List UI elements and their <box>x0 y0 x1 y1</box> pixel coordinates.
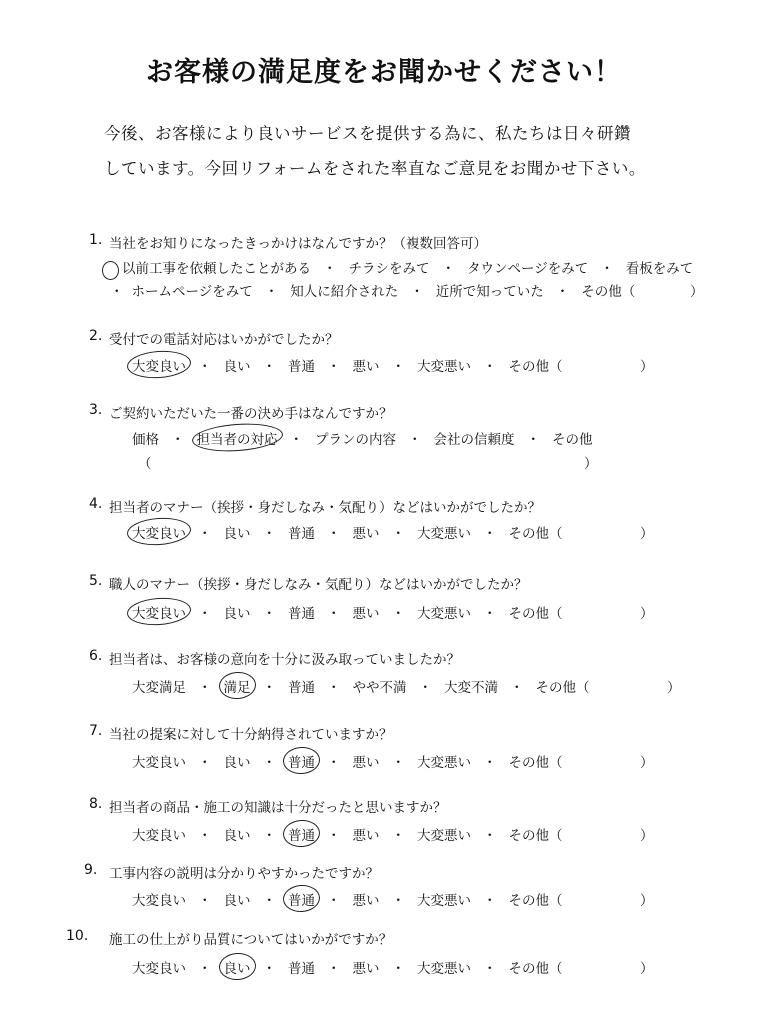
option-item[interactable]: その他（ <box>535 680 590 696</box>
option-item[interactable]: 大変満足 <box>132 680 186 696</box>
question-number: 10. <box>66 928 89 944</box>
question-text: 当社をお知りになったきっかけはなんですか？（複数回答可） <box>109 236 487 252</box>
answer-options: 大変良い ・ 良い ・ 普通 ・ 悪い ・ 大変悪い ・ その他（ <box>132 751 563 771</box>
option-item[interactable]: 大変良い <box>132 755 186 771</box>
options-line-2: ・ ホームページをみて ・ 知人に紹介された ・ 近所で知っていた ・ その他（ <box>110 280 635 300</box>
option-item[interactable] <box>104 261 122 277</box>
answer-options: 大変良い ・ 良い ・ 普通 ・ 悪い ・ 大変悪い ・ その他（ <box>132 824 563 844</box>
option-item[interactable]: その他（ <box>508 359 563 375</box>
option-item[interactable]: 会社の信頼度 <box>433 432 515 448</box>
close-paren: ） <box>640 606 654 622</box>
answer-options: 価格 ・ 担当者の対応 ・ プランの内容 ・ 会社の信頼度 ・ その他 <box>132 428 593 448</box>
option-item[interactable]: 良い <box>223 755 251 771</box>
option-item[interactable]: 担当者の対応 <box>197 428 278 448</box>
page-title: お客様の満足度をお聞かせください！ <box>146 57 622 88</box>
option-item[interactable]: 大変良い <box>132 893 186 909</box>
option-item[interactable]: 大変悪い <box>417 526 471 542</box>
selected-circle-mark <box>191 421 284 454</box>
option-item[interactable]: 普通 <box>288 606 315 622</box>
question-number: 4. <box>89 496 103 512</box>
intro-line: 今後、お客様により良いサービスを提供する為に、私たちは日々研鑽 <box>104 124 631 143</box>
question-number: 5. <box>89 573 103 589</box>
question-number: 6. <box>89 648 103 664</box>
option-item[interactable]: 普通 <box>288 751 315 771</box>
question-text: 職人のマナー（挨拶・身だしなみ・気配り）などはいかがでしたか？ <box>109 577 528 593</box>
close-paren: ） <box>640 828 654 844</box>
option-item[interactable]: 悪い <box>352 606 380 622</box>
answer-options: 大変良い ・ 良い ・ 普通 ・ 悪い ・ 大変悪い ・ その他（ <box>132 602 563 622</box>
selected-circle-mark <box>218 671 257 701</box>
open-paren: （ <box>138 456 152 472</box>
options-line-1: 以前工事を依頼したことがある ・ チラシをみて ・ タウンページをみて ・ 看板をみて <box>104 257 693 277</box>
close-paren: ） <box>640 893 654 909</box>
option-item[interactable]: 普通 <box>288 889 315 909</box>
option-item[interactable]: 悪い <box>352 526 380 542</box>
option-item[interactable]: タウンページをみて <box>467 261 589 277</box>
selected-circle-mark <box>126 349 192 380</box>
option-item[interactable]: 近所で知っていた <box>435 284 544 300</box>
option-item[interactable]: 良い <box>223 359 251 375</box>
option-item[interactable]: 価格 <box>132 432 159 448</box>
question-text: 担当者は、お客様の意向を十分に汲み取っていましたか？ <box>109 652 460 668</box>
option-item[interactable]: 大変不満 <box>444 680 498 696</box>
option-item[interactable]: 大変良い <box>132 828 186 844</box>
question-number: 3. <box>89 402 103 418</box>
question-text: 担当者のマナー（挨拶・身だしなみ・気配り）などはいかがでしたか？ <box>109 500 541 516</box>
option-item[interactable]: 看板をみて <box>625 261 694 277</box>
option-item[interactable]: 良い <box>224 957 251 977</box>
option-item[interactable]: 良い <box>223 526 251 542</box>
close-paren: ） <box>640 526 654 542</box>
option-item[interactable]: 普通 <box>288 359 315 375</box>
option-item[interactable]: 大変悪い <box>417 893 471 909</box>
option-item[interactable]: 大変悪い <box>417 606 471 622</box>
selected-circle-mark <box>126 596 192 627</box>
close-paren: ） <box>690 284 704 300</box>
question-text: 受付での電話対応はいかがでしたか？ <box>109 332 339 348</box>
option-item[interactable]: 良い <box>223 893 251 909</box>
option-item[interactable]: 悪い <box>352 828 380 844</box>
option-item[interactable]: やや不満 <box>352 680 407 696</box>
option-item[interactable]: その他（ <box>508 526 563 542</box>
answer-options: 大変良い ・ 良い ・ 普通 ・ 悪い ・ 大変悪い ・ その他（ <box>132 522 563 542</box>
option-item[interactable]: 大変悪い <box>417 828 471 844</box>
option-item[interactable]: 大変良い <box>132 522 186 542</box>
option-item[interactable]: その他 <box>552 432 593 448</box>
option-item[interactable]: その他（ <box>581 284 636 300</box>
question-number: 9. <box>84 862 98 878</box>
option-item[interactable]: 大変悪い <box>417 961 471 977</box>
option-item[interactable]: その他（ <box>508 606 563 622</box>
answer-options: 大変満足 ・ 満足 ・ 普通 ・ やや不満 ・ 大変不満 ・ その他（ <box>132 676 590 696</box>
answer-options: 大変良い ・ 良い ・ 普通 ・ 悪い ・ 大変悪い ・ その他（ <box>132 355 563 375</box>
question-text: 工事内容の説明は分かりやすかったですか？ <box>109 866 379 882</box>
option-item[interactable]: 普通 <box>288 824 315 844</box>
option-item[interactable]: ホームページをみて <box>131 284 253 300</box>
selected-circle-mark <box>126 516 192 547</box>
question-number: 7. <box>89 723 103 739</box>
option-item[interactable]: 以前工事を依頼したことがある <box>122 261 311 277</box>
question-number: 1. <box>89 232 103 248</box>
question-text: ご契約いただいた一番の決め手はなんですか？ <box>109 406 393 422</box>
option-item[interactable]: 大変良い <box>132 602 186 622</box>
question-text: 施工の仕上がり品質についてはいかがですか？ <box>109 932 393 948</box>
option-item[interactable]: 普通 <box>288 961 315 977</box>
option-item[interactable]: 満足 <box>224 676 251 696</box>
close-paren: ） <box>640 359 654 375</box>
option-item[interactable]: 悪い <box>352 961 380 977</box>
intro-line: しています。今回リフォームをされた率直なご意見をお聞かせ下さい。 <box>104 159 646 178</box>
option-item[interactable]: チラシをみて <box>348 261 430 277</box>
close-paren: ） <box>640 755 654 771</box>
question-number: 8. <box>89 796 103 812</box>
option-item[interactable]: 大変悪い <box>417 359 471 375</box>
selected-circle-mark <box>282 746 321 776</box>
option-item[interactable]: 普通 <box>288 526 315 542</box>
selected-circle-mark <box>218 952 257 982</box>
option-item[interactable]: その他（ <box>508 828 563 844</box>
selected-circle-mark <box>282 884 321 914</box>
close-paren: ） <box>584 456 598 472</box>
intro-text <box>104 116 704 186</box>
option-item[interactable]: その他（ <box>508 893 563 909</box>
option-item[interactable]: 悪い <box>352 755 380 771</box>
option-item[interactable]: その他（ <box>508 755 563 771</box>
option-item[interactable]: 良い <box>223 606 251 622</box>
question-text: 当社の提案に対して十分納得されていますか？ <box>109 727 393 743</box>
option-item[interactable]: 良い <box>223 828 251 844</box>
option-item[interactable]: その他（ <box>508 961 563 977</box>
answer-options: 大変良い ・ 良い ・ 普通 ・ 悪い ・ 大変悪い ・ その他（ <box>132 889 563 909</box>
option-item[interactable]: 大変良い <box>132 961 186 977</box>
option-item[interactable]: 悪い <box>352 893 380 909</box>
option-item[interactable]: 大変悪い <box>417 755 471 771</box>
close-paren: ） <box>640 961 654 977</box>
question-number: 2. <box>89 328 103 344</box>
close-paren: ） <box>667 680 681 696</box>
option-item[interactable]: 大変良い <box>132 355 186 375</box>
question-text: 担当者の商品・施工の知識は十分だったと思いますか？ <box>109 800 447 816</box>
option-item[interactable]: 普通 <box>288 680 315 696</box>
option-item[interactable]: 知人に紹介された <box>290 284 399 300</box>
option-item[interactable]: 悪い <box>352 359 380 375</box>
selected-circle-mark <box>282 819 321 849</box>
option-item[interactable]: プランの内容 <box>315 432 396 448</box>
answer-options: 大変良い ・ 良い ・ 普通 ・ 悪い ・ 大変悪い ・ その他（ <box>132 957 563 977</box>
